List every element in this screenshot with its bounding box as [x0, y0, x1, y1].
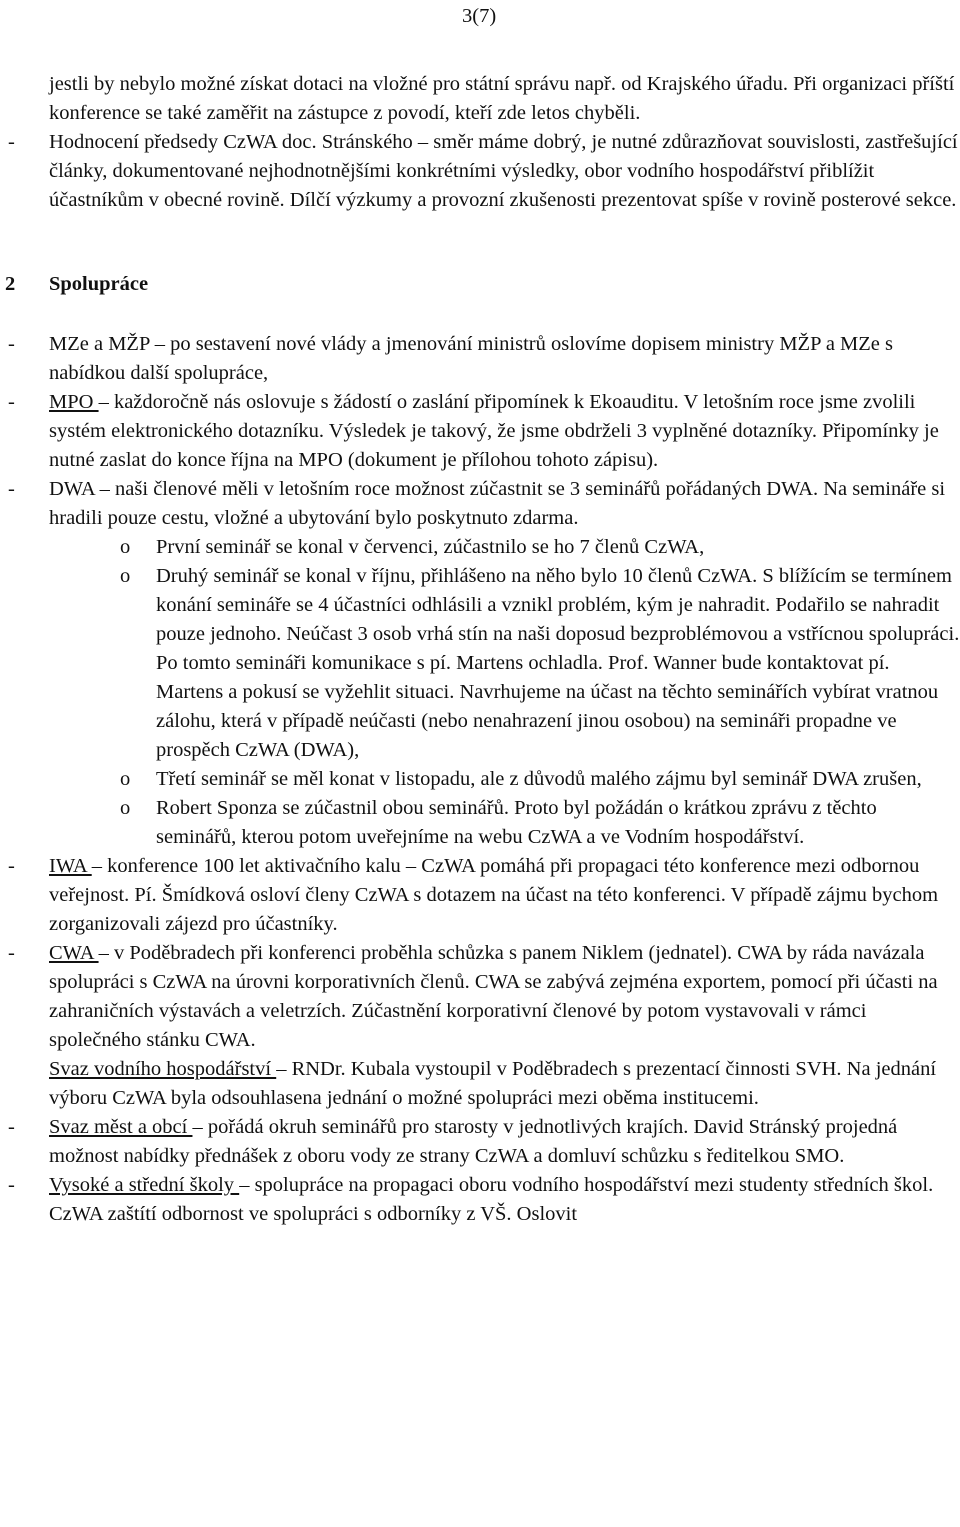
item-term-mpo: MPO: [49, 391, 99, 413]
section-title: Spolupráce: [49, 273, 149, 295]
dash-marker: -: [8, 942, 15, 964]
item-term-skoly: Vysoké a střední školy: [49, 1174, 240, 1196]
list-item-hodnoceni: [0, 128, 960, 215]
list-item-text: – každoročně nás oslovuje s žádostí o zaslání připomínek k Ekoauditu. V letošním roce jsme zvolili systém elektronického dotazníku. Výsledek je takový, že jsme obdrželi 3 vyplněné dotazníky. Připomínky je nutné zaslat do konce října na MPO (dokument je přílohou tohoto zápisu).: [49, 391, 939, 471]
page-number: 3(7): [462, 5, 497, 27]
item-term-cwa: CWA: [49, 942, 99, 964]
page-content: [0, 70, 960, 1229]
list-item-iwa: [0, 852, 960, 939]
circle-bullet: o: [120, 768, 131, 790]
list-item-text: Hodnocení předsedy CzWA doc. Stránského – směr máme dobrý, je nutné zdůrazňovat souvislosti, zastřešující články, dokumentované nejhodnotnějšími konkrétními výsledky, obor vodního hospodářství přiblížit účastníkům v obecné rovině. Dílčí výzkumy a provozní zkušenosti prezentovat spíše v rovině posterové sekce.: [49, 131, 958, 211]
list-item-cwa: [0, 939, 960, 1055]
dash-marker: -: [8, 855, 15, 877]
paragraph-text: – RNDr. Kubala vystoupil v Poděbradech s prezentací činnosti SVH. Na jednání výboru CzWA byla odsouhlasena jednání o možné spolupráci mezi oběma institucemi.: [49, 1058, 937, 1109]
section-number: 2: [5, 273, 16, 295]
circle-bullet: o: [120, 565, 131, 587]
intro-continuation: jestli by nebylo možné získat dotaci na vložné pro státní správu např. od Krajského úřadu. Při organizaci příští konference se také zaměřit na zástupce z povodí, kteří zde letos chyběli.: [49, 73, 955, 124]
list-item-skoly: [0, 1171, 960, 1229]
list-item-text: – v Poděbradech při konferenci proběhla schůzka s panem Niklem (jednatel). CWA by ráda navázala spolupráci s CzWA na úrovni korporativních členů. CWA se zabývá zejména exportem, pomocí při účasti na zahraničních výstavách a veletrzích. Zúčastnění korporativní členové by potom vystavovali v rámci společného stánku CWA.: [49, 942, 938, 1051]
section-heading: [0, 270, 960, 299]
sub-item-seminar-3: [0, 765, 960, 794]
list-item-smo: [0, 1113, 960, 1171]
list-item-dwa: [0, 475, 960, 533]
list-item-text: – konference 100 let aktivačního kalu – CzWA pomáhá při propagaci této konference mezi odbornou veřejnost. Pí. Šmídková osloví členy CzWA s dotazem na účast na této konferenci. V případě zájmu bychom zorganizovali zájezd pro účastníky.: [49, 855, 939, 935]
circle-bullet: o: [120, 536, 131, 558]
sub-item-seminar-2: [0, 562, 960, 765]
sub-item-text: Třetí seminář se měl konat v listopadu, ale z důvodů malého zájmu byl seminář DWA zrušen,: [156, 768, 922, 790]
dash-marker: -: [8, 131, 15, 153]
list-item-text: – spolupráce na propagaci oboru vodního hospodářství mezi studenty středních škol. CzWA zaštítí odbornost ve spolupráci s odborníky z VŠ. Oslovit: [49, 1174, 934, 1225]
circle-bullet: o: [120, 797, 131, 819]
item-term-svh: Svaz vodního hospodářství: [49, 1058, 277, 1080]
item-term-iwa: IWA: [49, 855, 92, 877]
sub-item-sponza: [0, 794, 960, 852]
sub-item-text: Druhý seminář se konal v říjnu, přihlášeno na něho bylo 10 členů CzWA. S blížícím se termínem konání semináře se 4 účastníci odhlásili a vznikl problém, kým je nahradit. Podařilo se nahradit pouze jednoho. Neúčast 3 osob vrhá stín na naši doposud bezproblémovou a vstřícnou spolupráci. Po tomto semináři komunikace s pí. Martens ochladla. Prof. Wanner bude kontaktovat pí. Martens a pokusí se vyžehlit situaci. Navrhujeme na účast na těchto seminářích vybírat vratnou zálohu, která v případě neúčasti (nebo nenahrazení jinou osobou) na semináři propadne ve prospěch CzWA (DWA),: [156, 565, 960, 761]
list-item-text: MZe a MŽP – po sestavení nové vlády a jmenování ministrů oslovíme dopisem ministry MŽP a MZe s nabídkou další spolupráce,: [49, 333, 894, 384]
list-item-text: DWA – naši členové měli v letošním roce možnost zúčastnit se 3 seminářů pořádaných DWA. Na semináře si hradili pouze cestu, vložné a ubytování bylo poskytnuto zdarma.: [49, 478, 946, 529]
sub-item-text: Robert Sponza se zúčastnil obou seminářů. Proto byl požádán o krátkou zprávu z těchto seminářů, kterou potom uveřejníme na webu CzWA a ve Vodním hospodářství.: [156, 797, 877, 848]
list-item-text: – pořádá okruh seminářů pro starosty v jednotlivých krajích. David Stránský projedná možnost nabídky přednášek z oboru vody ze strany CzWA a domluví schůzku s ředitelkou SMO.: [49, 1116, 898, 1167]
dash-marker: -: [8, 391, 15, 413]
dash-marker: -: [8, 478, 15, 500]
list-item-mze: [0, 330, 960, 388]
item-term-smo: Svaz měst a obcí: [49, 1116, 193, 1138]
dash-marker: -: [8, 1116, 15, 1138]
dash-marker: -: [8, 333, 15, 355]
dash-marker: -: [8, 1174, 15, 1196]
list-item-mpo: [0, 388, 960, 475]
paragraph-svh: [0, 1055, 960, 1113]
sub-item-text: První seminář se konal v červenci, zúčastnilo se ho 7 členů CzWA,: [156, 536, 705, 558]
sub-item-seminar-1: [0, 533, 960, 562]
